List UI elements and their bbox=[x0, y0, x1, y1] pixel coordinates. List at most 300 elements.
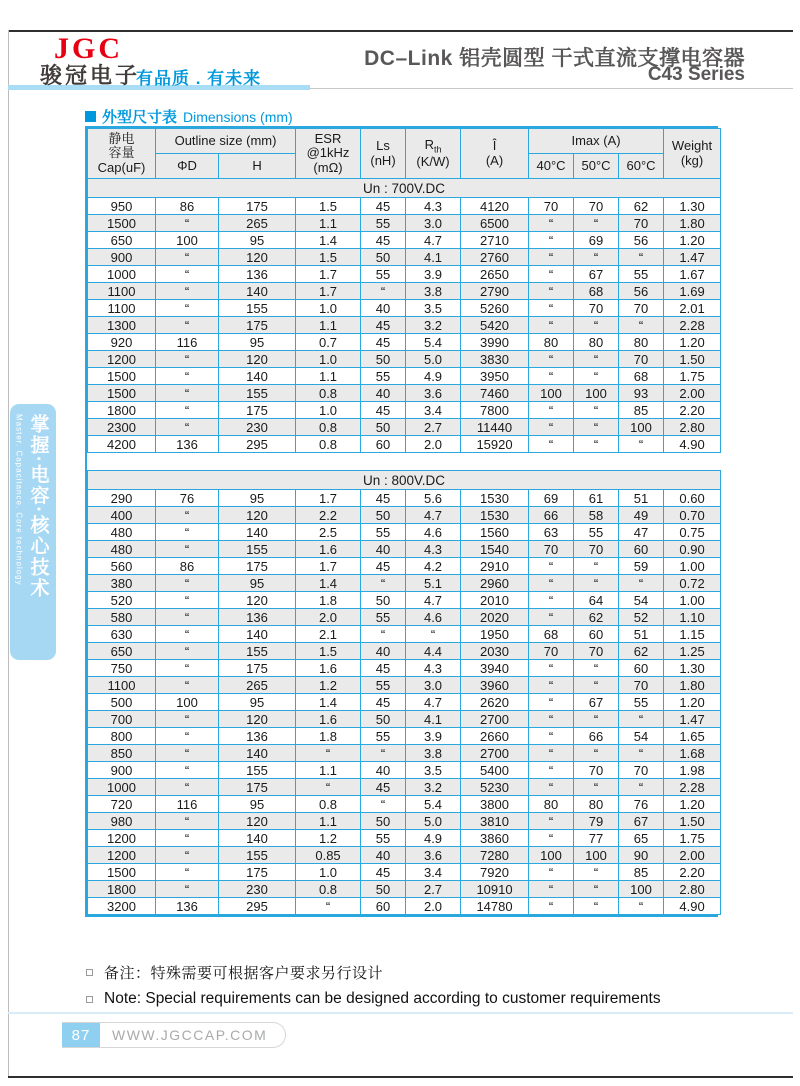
table-row bbox=[88, 266, 721, 283]
table-cell: 2.0 bbox=[406, 898, 461, 915]
table-row bbox=[88, 813, 721, 830]
table-cell: “ bbox=[296, 745, 361, 762]
brand-slogan: 有品质 . 有未来 bbox=[136, 69, 262, 88]
website-url: WWW.JGCCAP.COM bbox=[112, 1027, 268, 1043]
table-cell: 55 bbox=[361, 215, 406, 232]
table-row bbox=[88, 711, 721, 728]
table-row bbox=[88, 762, 721, 779]
table-cell: “ bbox=[529, 779, 574, 796]
footer-rule bbox=[8, 1012, 793, 1014]
table-row bbox=[88, 864, 721, 881]
table-cell: 4.7 bbox=[406, 592, 461, 609]
table-cell: 1200 bbox=[88, 351, 156, 368]
table-cell: “ bbox=[156, 847, 219, 864]
table-cell: 136 bbox=[219, 728, 296, 745]
table-cell: 1100 bbox=[88, 283, 156, 300]
table-cell: 15920 bbox=[461, 436, 529, 453]
table-cell: 45 bbox=[361, 334, 406, 351]
table-cell: 7280 bbox=[461, 847, 529, 864]
notes-block bbox=[86, 962, 661, 1015]
table-cell: 175 bbox=[219, 317, 296, 334]
col-header-esr: ESR @1kHz (mΩ) bbox=[296, 129, 361, 179]
table-cell: “ bbox=[529, 677, 574, 694]
table-cell: 40 bbox=[361, 541, 406, 558]
table-cell: 4.90 bbox=[664, 436, 721, 453]
table-cell: 40 bbox=[361, 762, 406, 779]
table-cell: “ bbox=[529, 592, 574, 609]
table-cell: 720 bbox=[88, 796, 156, 813]
table-cell: “ bbox=[156, 660, 219, 677]
table-cell: 55 bbox=[361, 368, 406, 385]
table-cell: 55 bbox=[619, 694, 664, 711]
section-heading-en: Dimensions (mm) bbox=[183, 108, 293, 125]
table-cell: “ bbox=[156, 881, 219, 898]
table-cell: 900 bbox=[88, 249, 156, 266]
table-cell: 1.7 bbox=[296, 558, 361, 575]
table-cell: “ bbox=[619, 436, 664, 453]
table-cell: “ bbox=[156, 266, 219, 283]
table-cell: 1.7 bbox=[296, 490, 361, 507]
table-cell: 5400 bbox=[461, 762, 529, 779]
table-cell: 3960 bbox=[461, 677, 529, 694]
table-cell: “ bbox=[529, 728, 574, 745]
table-cell: “ bbox=[574, 779, 619, 796]
voltage-section-row bbox=[88, 471, 721, 490]
col-header-imax-60c: 60°C bbox=[619, 154, 664, 179]
series-title: C43 Series bbox=[647, 64, 745, 85]
table-cell: 0.8 bbox=[296, 419, 361, 436]
table-cell: 3990 bbox=[461, 334, 529, 351]
table-cell: 1100 bbox=[88, 300, 156, 317]
table-row bbox=[88, 215, 721, 232]
table-cell: 61 bbox=[574, 490, 619, 507]
table-cell: 1.80 bbox=[664, 215, 721, 232]
table-cell: 520 bbox=[88, 592, 156, 609]
table-cell: 5260 bbox=[461, 300, 529, 317]
table-row bbox=[88, 745, 721, 762]
table-cell: “ bbox=[156, 864, 219, 881]
table-cell: 2.0 bbox=[406, 436, 461, 453]
table-cell: 45 bbox=[361, 694, 406, 711]
table-row bbox=[88, 334, 721, 351]
table-row bbox=[88, 385, 721, 402]
table-cell: 2760 bbox=[461, 249, 529, 266]
table-cell: 950 bbox=[88, 198, 156, 215]
square-bullet-icon bbox=[85, 111, 96, 122]
table-cell: 3950 bbox=[461, 368, 529, 385]
page-title: DC–Link 铝壳圆型 干式直流支撑电容器 bbox=[364, 47, 745, 70]
table-cell: 67 bbox=[574, 694, 619, 711]
table-cell: 2.20 bbox=[664, 864, 721, 881]
table-cell: 2790 bbox=[461, 283, 529, 300]
table-cell: 136 bbox=[156, 436, 219, 453]
table-cell: 3.0 bbox=[406, 215, 461, 232]
table-cell: 230 bbox=[219, 419, 296, 436]
table-cell: “ bbox=[574, 864, 619, 881]
table-cell: “ bbox=[156, 351, 219, 368]
table-cell: 1.67 bbox=[664, 266, 721, 283]
table-cell: 1.0 bbox=[296, 351, 361, 368]
table-cell: “ bbox=[156, 300, 219, 317]
table-cell: 60 bbox=[574, 626, 619, 643]
table-row bbox=[88, 232, 721, 249]
table-cell: 1.7 bbox=[296, 266, 361, 283]
table-cell: 86 bbox=[156, 558, 219, 575]
table-cell: 100 bbox=[529, 385, 574, 402]
col-header-height: H bbox=[219, 154, 296, 179]
table-cell: 70 bbox=[529, 643, 574, 660]
table-cell: “ bbox=[156, 575, 219, 592]
table-cell: 45 bbox=[361, 198, 406, 215]
table-cell: 80 bbox=[574, 334, 619, 351]
table-cell: “ bbox=[156, 249, 219, 266]
table-cell: 1.6 bbox=[296, 711, 361, 728]
table-cell: 136 bbox=[219, 266, 296, 283]
table-cell: 95 bbox=[219, 796, 296, 813]
table-cell: 55 bbox=[361, 830, 406, 847]
table-cell: 4.3 bbox=[406, 541, 461, 558]
dimensions-table bbox=[87, 128, 721, 915]
table-cell: 2.80 bbox=[664, 881, 721, 898]
table-cell: 54 bbox=[619, 592, 664, 609]
table-cell: 140 bbox=[219, 368, 296, 385]
frame-line-left bbox=[8, 30, 9, 1076]
table-cell: 1.30 bbox=[664, 660, 721, 677]
table-cell: “ bbox=[619, 779, 664, 796]
table-cell: 175 bbox=[219, 558, 296, 575]
table-cell: 70 bbox=[529, 198, 574, 215]
table-cell: “ bbox=[156, 419, 219, 436]
table-cell: 1200 bbox=[88, 830, 156, 847]
table-cell: 5420 bbox=[461, 317, 529, 334]
table-row bbox=[88, 898, 721, 915]
table-cell: “ bbox=[529, 436, 574, 453]
table-cell: 100 bbox=[574, 385, 619, 402]
table-cell: 1530 bbox=[461, 507, 529, 524]
table-cell: 60 bbox=[619, 541, 664, 558]
table-cell: “ bbox=[529, 864, 574, 881]
table-cell: 175 bbox=[219, 779, 296, 796]
table-cell: 116 bbox=[156, 796, 219, 813]
table-cell: 68 bbox=[574, 283, 619, 300]
table-row bbox=[88, 609, 721, 626]
table-cell: “ bbox=[574, 711, 619, 728]
table-cell: 0.8 bbox=[296, 385, 361, 402]
table-cell: 400 bbox=[88, 507, 156, 524]
table-cell: 136 bbox=[156, 898, 219, 915]
brand-name-cn: 骏冠电子 bbox=[40, 63, 141, 88]
note-bullet-icon bbox=[86, 969, 93, 976]
table-cell: 0.8 bbox=[296, 436, 361, 453]
table-cell: 1.7 bbox=[296, 283, 361, 300]
table-cell: 76 bbox=[619, 796, 664, 813]
table-cell: “ bbox=[574, 402, 619, 419]
table-cell: 60 bbox=[361, 436, 406, 453]
table-cell: 85 bbox=[619, 864, 664, 881]
table-cell: 45 bbox=[361, 779, 406, 796]
table-cell: 1.75 bbox=[664, 368, 721, 385]
table-cell: 1500 bbox=[88, 385, 156, 402]
table-cell: 40 bbox=[361, 643, 406, 660]
table-cell: 1100 bbox=[88, 677, 156, 694]
table-cell: 4.9 bbox=[406, 830, 461, 847]
table-cell: 1530 bbox=[461, 490, 529, 507]
table-cell: “ bbox=[529, 609, 574, 626]
table-row bbox=[88, 881, 721, 898]
table-row bbox=[88, 402, 721, 419]
voltage-section-label: Un : 800V.DC bbox=[88, 471, 721, 490]
table-cell: “ bbox=[529, 419, 574, 436]
table-cell: “ bbox=[529, 745, 574, 762]
table-cell: 175 bbox=[219, 660, 296, 677]
table-row bbox=[88, 351, 721, 368]
table-cell: 55 bbox=[361, 609, 406, 626]
table-cell: “ bbox=[529, 249, 574, 266]
table-cell: “ bbox=[529, 660, 574, 677]
table-cell: 3.8 bbox=[406, 745, 461, 762]
table-cell: 1.47 bbox=[664, 249, 721, 266]
table-cell: 93 bbox=[619, 385, 664, 402]
table-cell: “ bbox=[361, 626, 406, 643]
table-row bbox=[88, 660, 721, 677]
table-cell: “ bbox=[574, 436, 619, 453]
table-cell: “ bbox=[529, 762, 574, 779]
table-cell: 54 bbox=[619, 728, 664, 745]
table-cell: “ bbox=[156, 643, 219, 660]
table-cell: “ bbox=[156, 524, 219, 541]
voltage-section-row bbox=[88, 179, 721, 198]
table-cell: 45 bbox=[361, 864, 406, 881]
table-cell: “ bbox=[156, 283, 219, 300]
table-cell: 1.1 bbox=[296, 762, 361, 779]
table-cell: 0.7 bbox=[296, 334, 361, 351]
table-cell: 2.28 bbox=[664, 779, 721, 796]
table-cell: 90 bbox=[619, 847, 664, 864]
table-cell: “ bbox=[361, 575, 406, 592]
table-cell: “ bbox=[156, 745, 219, 762]
table-cell: 50 bbox=[361, 249, 406, 266]
table-cell: “ bbox=[156, 541, 219, 558]
table-cell: 69 bbox=[574, 232, 619, 249]
table-cell: 1.98 bbox=[664, 762, 721, 779]
table-cell: 175 bbox=[219, 198, 296, 215]
table-cell: 70 bbox=[574, 541, 619, 558]
frame-line-bottom bbox=[8, 1076, 793, 1078]
table-cell: 3810 bbox=[461, 813, 529, 830]
note-line-cn bbox=[86, 962, 661, 983]
table-cell: 4.6 bbox=[406, 524, 461, 541]
table-cell: 2.20 bbox=[664, 402, 721, 419]
table-cell: 1800 bbox=[88, 402, 156, 419]
table-cell: 3.9 bbox=[406, 728, 461, 745]
table-cell: 155 bbox=[219, 300, 296, 317]
col-header-weight: Weight (kg) bbox=[664, 129, 721, 179]
table-cell: 86 bbox=[156, 198, 219, 215]
table-cell: “ bbox=[156, 215, 219, 232]
table-cell: 5.4 bbox=[406, 796, 461, 813]
table-cell: “ bbox=[361, 745, 406, 762]
table-cell: 50 bbox=[361, 419, 406, 436]
table-cell: 120 bbox=[219, 592, 296, 609]
table-cell: 580 bbox=[88, 609, 156, 626]
table-cell: 7920 bbox=[461, 864, 529, 881]
table-cell: 2300 bbox=[88, 419, 156, 436]
table-cell: 3.0 bbox=[406, 677, 461, 694]
table-cell: “ bbox=[156, 592, 219, 609]
table-cell: 0.85 bbox=[296, 847, 361, 864]
table-row bbox=[88, 779, 721, 796]
table-cell: 77 bbox=[574, 830, 619, 847]
table-cell: 65 bbox=[619, 830, 664, 847]
table-cell: 1950 bbox=[461, 626, 529, 643]
table-cell: 1800 bbox=[88, 881, 156, 898]
table-cell: 47 bbox=[619, 524, 664, 541]
table-cell: 100 bbox=[574, 847, 619, 864]
table-cell: 79 bbox=[574, 813, 619, 830]
table-cell: 2.80 bbox=[664, 419, 721, 436]
table-cell: 70 bbox=[574, 198, 619, 215]
table-row bbox=[88, 592, 721, 609]
table-cell: “ bbox=[574, 660, 619, 677]
table-header-row-1 bbox=[88, 129, 721, 154]
table-cell: 1.20 bbox=[664, 334, 721, 351]
table-cell: 1500 bbox=[88, 864, 156, 881]
table-cell: 0.70 bbox=[664, 507, 721, 524]
table-cell: 55 bbox=[361, 524, 406, 541]
table-cell: 1.30 bbox=[664, 198, 721, 215]
table-cell: 3.8 bbox=[406, 283, 461, 300]
table-row bbox=[88, 626, 721, 643]
table-cell: 4200 bbox=[88, 436, 156, 453]
table-cell: 900 bbox=[88, 762, 156, 779]
table-cell: “ bbox=[529, 266, 574, 283]
sidebar-slogan-cn: 掌握·电容·核心技术 bbox=[27, 414, 49, 599]
table-cell: 67 bbox=[619, 813, 664, 830]
table-cell: 50 bbox=[361, 351, 406, 368]
table-cell: 11440 bbox=[461, 419, 529, 436]
table-cell: 2010 bbox=[461, 592, 529, 609]
table-cell: 1.00 bbox=[664, 558, 721, 575]
table-cell: 40 bbox=[361, 300, 406, 317]
table-row bbox=[88, 490, 721, 507]
table-cell: 3.6 bbox=[406, 385, 461, 402]
table-cell: 155 bbox=[219, 643, 296, 660]
table-cell: 1.20 bbox=[664, 232, 721, 249]
table-cell: 2960 bbox=[461, 575, 529, 592]
table-cell: 560 bbox=[88, 558, 156, 575]
table-cell: 1.50 bbox=[664, 351, 721, 368]
table-cell: 50 bbox=[361, 592, 406, 609]
table-cell: “ bbox=[529, 402, 574, 419]
table-cell: 52 bbox=[619, 609, 664, 626]
table-cell: 70 bbox=[619, 300, 664, 317]
table-cell: 5.4 bbox=[406, 334, 461, 351]
table-cell: “ bbox=[574, 677, 619, 694]
table-cell: 2.2 bbox=[296, 507, 361, 524]
table-cell: 1.47 bbox=[664, 711, 721, 728]
table-cell: 1.1 bbox=[296, 368, 361, 385]
table-cell: 1.4 bbox=[296, 694, 361, 711]
table-cell: 500 bbox=[88, 694, 156, 711]
table-cell: 1.15 bbox=[664, 626, 721, 643]
table-cell: 290 bbox=[88, 490, 156, 507]
table-cell: 40 bbox=[361, 847, 406, 864]
table-cell: 120 bbox=[219, 249, 296, 266]
col-header-outline-size: Outline size (mm) bbox=[156, 129, 296, 154]
table-cell: 120 bbox=[219, 507, 296, 524]
table-cell: 295 bbox=[219, 436, 296, 453]
table-cell: “ bbox=[529, 300, 574, 317]
table-cell: 4.90 bbox=[664, 898, 721, 915]
section-heading bbox=[85, 106, 293, 127]
table-row bbox=[88, 317, 721, 334]
table-cell: “ bbox=[574, 575, 619, 592]
table-cell: 4.9 bbox=[406, 368, 461, 385]
table-cell: 3.5 bbox=[406, 300, 461, 317]
table-cell: 95 bbox=[219, 694, 296, 711]
table-cell: “ bbox=[156, 626, 219, 643]
table-cell: 4.6 bbox=[406, 609, 461, 626]
table-cell: “ bbox=[529, 881, 574, 898]
table-cell: 230 bbox=[219, 881, 296, 898]
table-cell: 70 bbox=[529, 541, 574, 558]
table-cell: “ bbox=[529, 694, 574, 711]
table-cell: 69 bbox=[529, 490, 574, 507]
table-cell: 4.7 bbox=[406, 507, 461, 524]
table-cell: 0.72 bbox=[664, 575, 721, 592]
table-cell: 2.01 bbox=[664, 300, 721, 317]
table-cell: “ bbox=[529, 575, 574, 592]
table-cell: 2.28 bbox=[664, 317, 721, 334]
table-cell: 1.50 bbox=[664, 813, 721, 830]
table-cell: “ bbox=[574, 215, 619, 232]
table-cell: 85 bbox=[619, 402, 664, 419]
table-cell: “ bbox=[574, 351, 619, 368]
table-cell: 1.20 bbox=[664, 694, 721, 711]
table-cell: 100 bbox=[156, 694, 219, 711]
table-cell: 5.1 bbox=[406, 575, 461, 592]
table-cell: 100 bbox=[529, 847, 574, 864]
col-header-imax-50c: 50°C bbox=[574, 154, 619, 179]
table-cell: 1.65 bbox=[664, 728, 721, 745]
table-cell: “ bbox=[619, 711, 664, 728]
table-cell: “ bbox=[574, 419, 619, 436]
table-cell: 59 bbox=[619, 558, 664, 575]
table-cell: 70 bbox=[619, 351, 664, 368]
table-cell: 55 bbox=[361, 677, 406, 694]
frame-line-top bbox=[8, 30, 793, 32]
table-cell: “ bbox=[529, 830, 574, 847]
table-row bbox=[88, 796, 721, 813]
table-cell: 2.7 bbox=[406, 881, 461, 898]
table-cell: “ bbox=[619, 745, 664, 762]
table-cell: 1000 bbox=[88, 266, 156, 283]
table-cell: “ bbox=[156, 368, 219, 385]
table-cell: 62 bbox=[574, 609, 619, 626]
table-row bbox=[88, 300, 721, 317]
table-cell: 45 bbox=[361, 317, 406, 334]
table-cell: 1.4 bbox=[296, 232, 361, 249]
table-row bbox=[88, 419, 721, 436]
table-cell: 1.5 bbox=[296, 643, 361, 660]
table-cell: 850 bbox=[88, 745, 156, 762]
table-cell: 3.2 bbox=[406, 317, 461, 334]
table-row bbox=[88, 249, 721, 266]
table-cell: “ bbox=[619, 898, 664, 915]
table-cell: 2660 bbox=[461, 728, 529, 745]
table-cell: 4.3 bbox=[406, 660, 461, 677]
table-cell: 10910 bbox=[461, 881, 529, 898]
